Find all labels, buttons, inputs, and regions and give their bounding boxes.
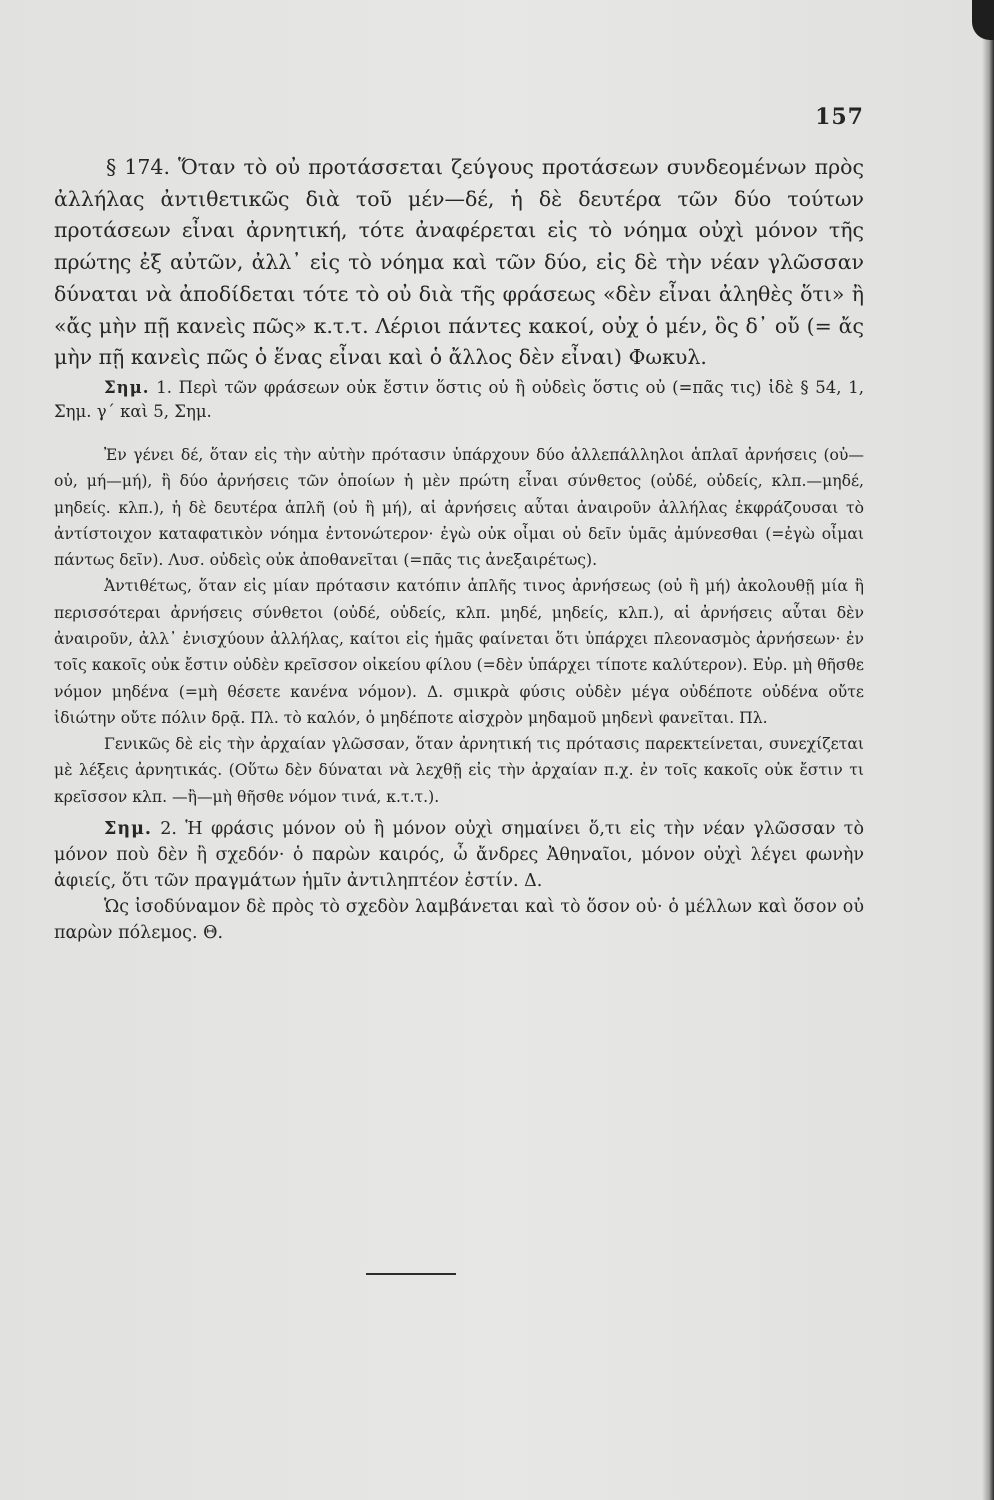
page-corner-shadow [972,0,994,40]
section-174-text: § 174. Ὅταν τὸ οὐ προτάσσεται ζεύγους προτάσεων συνδεομένων πρὸς ἀλλήλας ἀντιθετικῶς διὰ τοῦ μέν—δέ, ἡ δὲ δευτέρα τῶν δύο τούτων προτάσεων εἶναι ἀρνητική, τότε ἀναφέρεται εἰς τὸ νόημα οὐχὶ μόνον τῆς πρώτης ἐξ αὐτῶν, ἀλλ᾽ εἰς τὸ νόημα καὶ τῶν δύο, εἰς δὲ τὴν νέαν γλῶσσαν δύναται νὰ ἀποδίδεται τότε τὸ οὐ διὰ τῆς φράσεως «δὲν εἶναι ἀληθὲς ὅτι» ἢ «ἄς μὴν πῇ κανεὶς πῶς» κ.τ.τ. Λέριοι πάντες κακοί, οὐχ ὁ μέν, ὃς δ᾽ οὔ (= ἄς μὴν πῇ κανεὶς πῶς ὁ ἕνας εἶναι καὶ ὁ ἄλλος δὲν εἶναι) Φωκυλ. [54,155,864,370]
note-1 [54,376,864,424]
small-print-section [54,442,864,810]
note-2-text: 2. Ἡ φράσις μόνον οὐ ἢ μόνον οὐχὶ σημαίνει ὅ,τι εἰς τὴν νέαν γλῶσσαν τὸ μόνον ποὺ δὲν ἢ σχεδόν· ὁ παρὼν καιρός, ὦ ἄνδρες Ἀθηναῖοι, μόνον οὐχὶ λέγει φωνὴν ἀφιείς, ὅτι τῶν πραγμάτων ἡμῖν ἀντιληπτέον ἐστίν. Δ. [54,819,864,892]
section-174 [54,152,864,374]
note-2-continuation: Ὡς ἰσοδύναμον δὲ πρὸς τὸ σχεδὸν λαμβάνεται καὶ τὸ ὅσον οὐ· ὁ μέλλων καὶ ὅσον οὐ παρὼν πόλεμος. Θ. [54,897,864,944]
text-block [54,152,864,946]
end-rule [366,1273,456,1275]
page-edge-shadow [982,0,994,1500]
small-paragraph-1: Ἐν γένει δέ, ὅταν εἰς τὴν αὐτὴν πρότασιν ὑπάρχουν δύο ἀλλεπάλληλοι ἁπλαῖ ἀρνήσεις (οὐ—οὐ, μή—μή), ἢ δύο ἀρνήσεις τῶν ὁποίων ἡ μὲν πρώτη εἶναι σύνθετος (οὐδέ, οὐδείς, κλπ.—μηδέ, μηδείς. κλπ.), ἡ δὲ δευτέρα ἁπλῆ (οὐ ἢ μή), αἱ ἀρνήσεις αὗται ἀναιροῦν ἀλλήλας ἐκφράζουσαι τὸ ἀντίστοιχον καταφατικὸν νόημα ἐντονώτερον· ἐγὼ οὐκ οἶμαι οὐ δεῖν ὑμᾶς ἀμύνεσθαι (=ἐγὼ οἶμαι πάντως δεῖν). Λυσ. οὐδεὶς οὐκ ἀποθανεῖται (=πᾶς τις ἀνεξαιρέτως). [54,445,864,570]
small-paragraph-2: Ἀντιθέτως, ὅταν εἰς μίαν πρότασιν κατόπιν ἁπλῆς τινος ἀρνήσεως (οὐ ἢ μή) ἀκολουθῇ μία ἢ περισσότεραι ἀρνήσεις σύνθετοι (οὐδέ, οὐδείς, κλπ. μηδέ, μηδείς, κλπ.), αἱ ἀρνήσεις αὗται δὲν ἀναιροῦν, ἀλλ᾽ ἐνισχύουν ἀλλήλας, καίτοι εἰς ἡμᾶς φαίνεται ὅτι ὑπάρχει πλεονασμὸς ἀρνήσεων· ἐν τοῖς κακοῖς οὐκ ἔστιν οὐδὲν κρεῖσσον οἰκείου φίλου (=δὲν ὑπάρχει τίποτε καλύτερον). Εὐρ. μὴ θῆσθε νόμον μηδένα (=μὴ θέσετε κανένα νόμον). Δ. σμικρὰ φύσις οὐδὲν μέγα οὐδέποτε οὐδένα οὔτε ἰδιώτην οὔτε πόλιν δρᾷ. Πλ. τὸ καλόν, ὁ μηδέποτε αἰσχρὸν μηδαμοῦ μηδενὶ φανεῖται. Πλ. [54,577,864,727]
note-1-text: 1. Περὶ τῶν φράσεων οὐκ ἔστιν ὅστις οὐ ἢ οὐδεὶς ὅστις οὐ (=πᾶς τις) ἰδὲ § 54, 1, Σημ. γ΄ καὶ 5, Σημ. [54,377,865,421]
note-2 [54,816,864,946]
note-2-label: Σημ. [104,819,152,840]
small-paragraph-3: Γενικῶς δὲ εἰς τὴν ἀρχαίαν γλῶσσαν, ὅταν ἀρνητική τις πρότασις παρεκτείνεται, συνεχίζεται μὲ λέξεις ἀρνητικάς. (Οὕτω δὲν δύναται νὰ λεχθῇ εἰς τὴν ἀρχαίαν π.χ. ἐν τοῖς κακοῖς οὐκ ἔστιν τι κρεῖσσον κλπ. —ἢ—μὴ θῆσθε νόμον τινά, κ.τ.τ.). [54,735,864,806]
note-1-label: Σημ. [104,377,150,397]
page-number: 157 [815,104,864,130]
